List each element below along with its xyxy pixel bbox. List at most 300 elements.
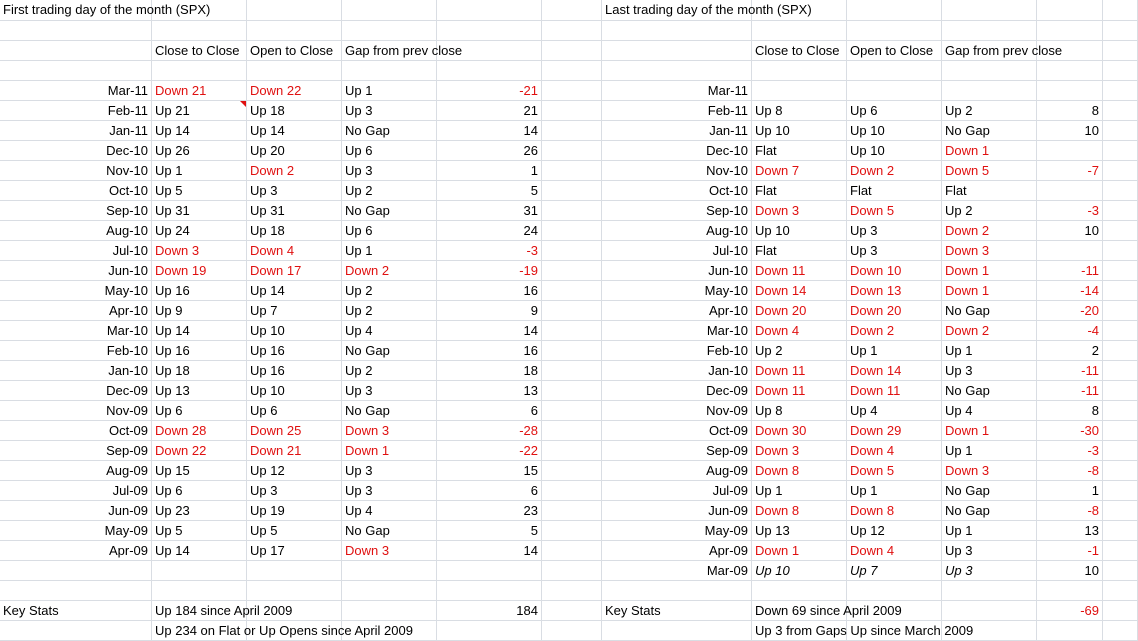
empty-cell[interactable] <box>752 581 847 601</box>
close-to-close-cell[interactable]: Up 26 <box>152 141 247 161</box>
close-to-close-cell[interactable]: Up 23 <box>152 501 247 521</box>
month-cell[interactable]: Aug-09 <box>0 461 152 481</box>
value-cell[interactable] <box>1037 181 1103 201</box>
empty-cell[interactable] <box>152 61 247 81</box>
month-cell[interactable]: Jan-11 <box>0 121 152 141</box>
empty-cell[interactable] <box>542 361 602 381</box>
open-to-close-cell[interactable]: Down 17 <box>247 261 342 281</box>
open-to-close-cell[interactable]: Up 10 <box>847 121 942 141</box>
empty-cell[interactable] <box>152 21 247 41</box>
empty-cell[interactable] <box>1037 21 1103 41</box>
month-cell[interactable]: Jun-10 <box>602 261 752 281</box>
value-cell[interactable]: 5 <box>437 521 542 541</box>
empty-cell[interactable] <box>542 601 602 621</box>
open-to-close-cell[interactable]: Up 7 <box>847 561 942 581</box>
gap-cell[interactable]: Down 5 <box>942 161 1037 181</box>
open-to-close-cell[interactable]: Up 18 <box>247 101 342 121</box>
empty-cell[interactable] <box>1103 441 1138 461</box>
open-to-close-cell[interactable]: Up 3 <box>247 481 342 501</box>
close-to-close-cell[interactable]: Up 6 <box>152 481 247 501</box>
empty-cell[interactable] <box>1103 261 1138 281</box>
gap-cell[interactable]: Down 1 <box>342 441 437 461</box>
empty-cell[interactable] <box>1103 41 1138 61</box>
gap-cell[interactable]: No Gap <box>942 501 1037 521</box>
close-to-close-cell[interactable]: Down 20 <box>752 301 847 321</box>
gap-cell[interactable]: No Gap <box>342 341 437 361</box>
empty-cell[interactable] <box>1103 561 1138 581</box>
close-to-close-cell[interactable]: Down 22 <box>152 441 247 461</box>
value-cell[interactable]: -11 <box>1037 261 1103 281</box>
empty-cell[interactable] <box>602 41 752 61</box>
value-cell[interactable]: -28 <box>437 421 542 441</box>
value-cell[interactable]: -30 <box>1037 421 1103 441</box>
gap-cell[interactable] <box>942 81 1037 101</box>
empty-cell[interactable] <box>542 501 602 521</box>
close-to-close-cell[interactable]: Up 13 <box>752 521 847 541</box>
close-to-close-cell[interactable] <box>752 81 847 101</box>
month-cell[interactable]: Dec-09 <box>602 381 752 401</box>
close-to-close-cell[interactable]: Flat <box>752 241 847 261</box>
month-cell[interactable]: Nov-10 <box>602 161 752 181</box>
value-cell[interactable]: 13 <box>1037 521 1103 541</box>
open-to-close-cell[interactable] <box>847 81 942 101</box>
close-to-close-cell[interactable]: Down 3 <box>752 201 847 221</box>
value-cell[interactable]: -8 <box>1037 501 1103 521</box>
open-to-close-cell[interactable]: Up 18 <box>247 221 342 241</box>
open-to-close-cell[interactable]: Up 6 <box>847 101 942 121</box>
empty-cell[interactable] <box>247 561 342 581</box>
empty-cell[interactable] <box>847 61 942 81</box>
value-cell[interactable]: 15 <box>437 461 542 481</box>
empty-cell[interactable] <box>1103 161 1138 181</box>
empty-cell[interactable] <box>542 41 602 61</box>
empty-cell[interactable] <box>0 61 152 81</box>
month-cell[interactable]: Jul-10 <box>602 241 752 261</box>
value-cell[interactable]: 2 <box>1037 341 1103 361</box>
close-to-close-cell[interactable]: Down 28 <box>152 421 247 441</box>
empty-cell[interactable] <box>542 421 602 441</box>
gap-cell[interactable]: No Gap <box>342 521 437 541</box>
close-to-close-cell[interactable]: Up 8 <box>752 401 847 421</box>
empty-cell[interactable] <box>247 581 342 601</box>
open-to-close-cell[interactable]: Up 7 <box>247 301 342 321</box>
month-cell[interactable]: Jan-10 <box>0 361 152 381</box>
gap-cell[interactable]: Up 2 <box>342 181 437 201</box>
close-to-close-cell[interactable]: Up 16 <box>152 341 247 361</box>
month-cell[interactable]: Feb-11 <box>0 101 152 121</box>
month-cell[interactable]: Sep-10 <box>602 201 752 221</box>
empty-cell[interactable] <box>437 621 542 641</box>
open-to-close-cell[interactable]: Up 12 <box>847 521 942 541</box>
empty-cell[interactable] <box>247 21 342 41</box>
empty-cell[interactable] <box>1103 481 1138 501</box>
empty-cell[interactable] <box>1103 201 1138 221</box>
value-cell[interactable]: -4 <box>1037 321 1103 341</box>
close-to-close-cell[interactable]: Up 1 <box>752 481 847 501</box>
gap-cell[interactable]: Down 3 <box>942 461 1037 481</box>
empty-cell[interactable] <box>542 461 602 481</box>
open-to-close-cell[interactable]: Up 5 <box>247 521 342 541</box>
value-cell[interactable]: -3 <box>1037 441 1103 461</box>
empty-cell[interactable] <box>542 0 602 21</box>
value-cell[interactable]: 23 <box>437 501 542 521</box>
open-to-close-cell[interactable]: Up 14 <box>247 121 342 141</box>
empty-cell[interactable] <box>342 61 437 81</box>
gap-cell[interactable]: Down 2 <box>942 321 1037 341</box>
open-to-close-cell[interactable]: Up 1 <box>847 341 942 361</box>
close-to-close-cell[interactable]: Down 21 <box>152 81 247 101</box>
close-to-close-cell[interactable]: Down 8 <box>752 501 847 521</box>
month-cell[interactable]: Apr-10 <box>602 301 752 321</box>
key-stats-label[interactable]: Key Stats <box>602 601 752 621</box>
gap-cell[interactable]: Down 3 <box>942 241 1037 261</box>
key-stat-1-value[interactable]: 184 <box>437 601 542 621</box>
gap-cell[interactable]: No Gap <box>342 401 437 421</box>
key-stat-1[interactable]: Up 184 since April 2009 <box>152 601 437 621</box>
gap-cell[interactable]: Down 3 <box>342 541 437 561</box>
key-stat-2[interactable]: Up 3 from Gaps Up since March 2009 <box>752 621 1037 641</box>
value-cell[interactable]: 10 <box>1037 221 1103 241</box>
empty-cell[interactable] <box>1103 81 1138 101</box>
value-cell[interactable]: 13 <box>437 381 542 401</box>
empty-cell[interactable] <box>542 581 602 601</box>
month-cell[interactable]: Feb-11 <box>602 101 752 121</box>
gap-cell[interactable]: No Gap <box>942 301 1037 321</box>
month-cell[interactable]: Dec-10 <box>0 141 152 161</box>
empty-cell[interactable] <box>0 21 152 41</box>
gap-cell[interactable]: Up 1 <box>342 81 437 101</box>
empty-cell[interactable] <box>542 221 602 241</box>
open-to-close-cell[interactable]: Up 6 <box>247 401 342 421</box>
close-to-close-cell[interactable]: Down 19 <box>152 261 247 281</box>
month-cell[interactable]: Oct-09 <box>602 421 752 441</box>
gap-cell[interactable]: Down 1 <box>942 261 1037 281</box>
open-to-close-cell[interactable]: Up 12 <box>247 461 342 481</box>
open-to-close-cell[interactable]: Up 10 <box>247 321 342 341</box>
close-to-close-cell[interactable]: Up 5 <box>152 181 247 201</box>
open-to-close-cell[interactable]: Down 14 <box>847 361 942 381</box>
close-to-close-cell[interactable]: Up 14 <box>152 321 247 341</box>
gap-cell[interactable]: Down 2 <box>942 221 1037 241</box>
empty-cell[interactable] <box>0 621 152 641</box>
close-to-close-cell[interactable]: Up 13 <box>152 381 247 401</box>
empty-cell[interactable] <box>542 241 602 261</box>
value-cell[interactable]: -22 <box>437 441 542 461</box>
value-cell[interactable] <box>1037 241 1103 261</box>
value-cell[interactable]: 14 <box>437 541 542 561</box>
open-to-close-cell[interactable]: Down 4 <box>847 541 942 561</box>
value-cell[interactable]: -1 <box>1037 541 1103 561</box>
value-cell[interactable]: 6 <box>437 481 542 501</box>
gap-cell[interactable]: Up 3 <box>342 101 437 121</box>
empty-cell[interactable] <box>1037 581 1103 601</box>
value-cell[interactable]: 31 <box>437 201 542 221</box>
gap-cell[interactable]: Up 3 <box>942 561 1037 581</box>
empty-cell[interactable] <box>602 21 752 41</box>
empty-cell[interactable] <box>152 581 247 601</box>
value-cell[interactable]: 8 <box>1037 101 1103 121</box>
gap-cell[interactable]: Up 4 <box>942 401 1037 421</box>
open-to-close-cell[interactable]: Up 3 <box>847 241 942 261</box>
empty-cell[interactable] <box>1103 361 1138 381</box>
gap-cell[interactable]: Up 1 <box>942 341 1037 361</box>
empty-cell[interactable] <box>1037 621 1103 641</box>
empty-cell[interactable] <box>542 101 602 121</box>
gap-cell[interactable]: Up 3 <box>342 481 437 501</box>
gap-cell[interactable]: Up 2 <box>942 101 1037 121</box>
empty-cell[interactable] <box>0 41 152 61</box>
month-cell[interactable]: Dec-09 <box>0 381 152 401</box>
open-to-close-cell[interactable]: Down 5 <box>847 461 942 481</box>
open-to-close-cell[interactable]: Down 20 <box>847 301 942 321</box>
month-cell[interactable]: May-09 <box>0 521 152 541</box>
value-cell[interactable]: 26 <box>437 141 542 161</box>
month-cell[interactable]: Jul-09 <box>602 481 752 501</box>
close-to-close-cell[interactable]: Up 24 <box>152 221 247 241</box>
empty-cell[interactable] <box>542 481 602 501</box>
month-cell[interactable]: May-10 <box>0 281 152 301</box>
value-cell[interactable]: 9 <box>437 301 542 321</box>
month-cell[interactable]: Jul-10 <box>0 241 152 261</box>
gap-cell[interactable]: Up 3 <box>342 461 437 481</box>
gap-cell[interactable]: No Gap <box>342 201 437 221</box>
open-to-close-cell[interactable]: Up 16 <box>247 361 342 381</box>
gap-cell[interactable]: No Gap <box>942 481 1037 501</box>
right-header-3[interactable]: Gap from prev close <box>942 41 1037 61</box>
close-to-close-cell[interactable]: Flat <box>752 181 847 201</box>
close-to-close-cell[interactable]: Up 10 <box>752 561 847 581</box>
gap-cell[interactable]: Down 1 <box>942 281 1037 301</box>
key-stat-1-value[interactable]: -69 <box>1037 601 1103 621</box>
gap-cell[interactable]: Up 3 <box>342 161 437 181</box>
month-cell[interactable]: Jun-09 <box>0 501 152 521</box>
open-to-close-cell[interactable]: Up 31 <box>247 201 342 221</box>
month-cell[interactable]: Jun-10 <box>0 261 152 281</box>
close-to-close-cell[interactable]: Down 14 <box>752 281 847 301</box>
month-cell[interactable]: Nov-09 <box>602 401 752 421</box>
empty-cell[interactable] <box>1103 321 1138 341</box>
month-cell[interactable]: Sep-09 <box>0 441 152 461</box>
month-cell[interactable]: Apr-09 <box>602 541 752 561</box>
close-to-close-cell[interactable]: Down 3 <box>752 441 847 461</box>
gap-cell[interactable]: Up 4 <box>342 321 437 341</box>
empty-cell[interactable] <box>247 61 342 81</box>
empty-cell[interactable] <box>1103 541 1138 561</box>
empty-cell[interactable] <box>1103 461 1138 481</box>
month-cell[interactable]: Dec-10 <box>602 141 752 161</box>
empty-cell[interactable] <box>542 541 602 561</box>
empty-cell[interactable] <box>152 561 247 581</box>
month-cell[interactable]: Sep-09 <box>602 441 752 461</box>
close-to-close-cell[interactable]: Down 11 <box>752 261 847 281</box>
close-to-close-cell[interactable]: Up 2 <box>752 341 847 361</box>
month-cell[interactable]: Jun-09 <box>602 501 752 521</box>
key-stat-1[interactable]: Down 69 since April 2009 <box>752 601 1037 621</box>
empty-cell[interactable] <box>1103 0 1138 21</box>
empty-cell[interactable] <box>1103 21 1138 41</box>
empty-cell[interactable] <box>1103 281 1138 301</box>
empty-cell[interactable] <box>542 161 602 181</box>
month-cell[interactable]: Feb-10 <box>0 341 152 361</box>
value-cell[interactable]: -7 <box>1037 161 1103 181</box>
value-cell[interactable]: 21 <box>437 101 542 121</box>
empty-cell[interactable] <box>542 521 602 541</box>
value-cell[interactable]: -20 <box>1037 301 1103 321</box>
empty-cell[interactable] <box>1103 601 1138 621</box>
value-cell[interactable]: -11 <box>1037 381 1103 401</box>
empty-cell[interactable] <box>437 21 542 41</box>
close-to-close-cell[interactable]: Up 10 <box>752 121 847 141</box>
gap-cell[interactable]: Up 6 <box>342 141 437 161</box>
value-cell[interactable]: -14 <box>1037 281 1103 301</box>
left-title[interactable]: First trading day of the month (SPX) <box>0 0 247 21</box>
value-cell[interactable]: 1 <box>437 161 542 181</box>
empty-cell[interactable] <box>0 581 152 601</box>
open-to-close-cell[interactable]: Down 4 <box>847 441 942 461</box>
open-to-close-cell[interactable]: Flat <box>847 181 942 201</box>
gap-cell[interactable]: Up 1 <box>942 521 1037 541</box>
open-to-close-cell[interactable]: Down 4 <box>247 241 342 261</box>
gap-cell[interactable]: No Gap <box>942 121 1037 141</box>
value-cell[interactable]: 10 <box>1037 561 1103 581</box>
month-cell[interactable]: Nov-09 <box>0 401 152 421</box>
empty-cell[interactable] <box>542 381 602 401</box>
left-header-1[interactable]: Close to Close <box>152 41 247 61</box>
value-cell[interactable]: 1 <box>1037 481 1103 501</box>
empty-cell[interactable] <box>1103 241 1138 261</box>
empty-cell[interactable] <box>542 321 602 341</box>
month-cell[interactable]: Apr-09 <box>0 541 152 561</box>
month-cell[interactable]: Oct-10 <box>602 181 752 201</box>
close-to-close-cell[interactable]: Up 14 <box>152 121 247 141</box>
empty-cell[interactable] <box>342 581 437 601</box>
month-cell[interactable]: May-09 <box>602 521 752 541</box>
empty-cell[interactable] <box>1103 301 1138 321</box>
empty-cell[interactable] <box>542 181 602 201</box>
month-cell[interactable]: Aug-09 <box>602 461 752 481</box>
empty-cell[interactable] <box>437 0 542 21</box>
empty-cell[interactable] <box>1103 341 1138 361</box>
empty-cell[interactable] <box>847 21 942 41</box>
open-to-close-cell[interactable]: Down 2 <box>847 321 942 341</box>
empty-cell[interactable] <box>602 61 752 81</box>
empty-cell[interactable] <box>1103 421 1138 441</box>
right-header-1[interactable]: Close to Close <box>752 41 847 61</box>
value-cell[interactable]: -3 <box>437 241 542 261</box>
open-to-close-cell[interactable]: Up 10 <box>847 141 942 161</box>
month-cell[interactable]: Mar-11 <box>602 81 752 101</box>
open-to-close-cell[interactable]: Down 10 <box>847 261 942 281</box>
open-to-close-cell[interactable]: Up 20 <box>247 141 342 161</box>
empty-cell[interactable] <box>342 21 437 41</box>
open-to-close-cell[interactable]: Up 17 <box>247 541 342 561</box>
empty-cell[interactable] <box>942 581 1037 601</box>
month-cell[interactable]: Mar-09 <box>602 561 752 581</box>
close-to-close-cell[interactable]: Down 30 <box>752 421 847 441</box>
empty-cell[interactable] <box>1103 221 1138 241</box>
close-to-close-cell[interactable]: Up 9 <box>152 301 247 321</box>
empty-cell[interactable] <box>437 61 542 81</box>
empty-cell[interactable] <box>847 581 942 601</box>
value-cell[interactable]: -19 <box>437 261 542 281</box>
empty-cell[interactable] <box>542 121 602 141</box>
open-to-close-cell[interactable]: Down 29 <box>847 421 942 441</box>
open-to-close-cell[interactable]: Up 1 <box>847 481 942 501</box>
empty-cell[interactable] <box>752 21 847 41</box>
gap-cell[interactable]: Down 1 <box>942 421 1037 441</box>
value-cell[interactable]: 14 <box>437 321 542 341</box>
open-to-close-cell[interactable]: Up 10 <box>247 381 342 401</box>
empty-cell[interactable] <box>542 201 602 221</box>
close-to-close-cell[interactable]: Down 3 <box>152 241 247 261</box>
month-cell[interactable]: Mar-10 <box>0 321 152 341</box>
close-to-close-cell[interactable]: Up 8 <box>752 101 847 121</box>
empty-cell[interactable] <box>1103 401 1138 421</box>
empty-cell[interactable] <box>542 401 602 421</box>
open-to-close-cell[interactable]: Down 8 <box>847 501 942 521</box>
open-to-close-cell[interactable]: Up 16 <box>247 341 342 361</box>
month-cell[interactable]: Apr-10 <box>0 301 152 321</box>
close-to-close-cell[interactable]: Up 31 <box>152 201 247 221</box>
close-to-close-cell[interactable]: Down 8 <box>752 461 847 481</box>
empty-cell[interactable] <box>542 261 602 281</box>
month-cell[interactable]: Oct-10 <box>0 181 152 201</box>
empty-cell[interactable] <box>542 341 602 361</box>
close-to-close-cell[interactable]: Flat <box>752 141 847 161</box>
gap-cell[interactable]: No Gap <box>942 381 1037 401</box>
empty-cell[interactable] <box>1103 121 1138 141</box>
empty-cell[interactable] <box>1103 141 1138 161</box>
empty-cell[interactable] <box>247 0 342 21</box>
month-cell[interactable]: Jan-11 <box>602 121 752 141</box>
month-cell[interactable]: Sep-10 <box>0 201 152 221</box>
empty-cell[interactable] <box>342 0 437 21</box>
close-to-close-cell[interactable]: Up 6 <box>152 401 247 421</box>
empty-cell[interactable] <box>1103 581 1138 601</box>
value-cell[interactable]: 16 <box>437 341 542 361</box>
empty-cell[interactable] <box>752 61 847 81</box>
open-to-close-cell[interactable]: Down 2 <box>247 161 342 181</box>
gap-cell[interactable]: Up 1 <box>342 241 437 261</box>
right-header-2[interactable]: Open to Close <box>847 41 942 61</box>
value-cell[interactable]: 24 <box>437 221 542 241</box>
empty-cell[interactable] <box>542 81 602 101</box>
comment-indicator-icon[interactable] <box>240 101 246 107</box>
open-to-close-cell[interactable]: Down 13 <box>847 281 942 301</box>
value-cell[interactable]: 14 <box>437 121 542 141</box>
empty-cell[interactable] <box>942 0 1037 21</box>
gap-cell[interactable]: Down 2 <box>342 261 437 281</box>
close-to-close-cell[interactable]: Up 16 <box>152 281 247 301</box>
empty-cell[interactable] <box>602 581 752 601</box>
value-cell[interactable]: -11 <box>1037 361 1103 381</box>
right-title[interactable]: Last trading day of the month (SPX) <box>602 0 847 21</box>
gap-cell[interactable]: Up 4 <box>342 501 437 521</box>
empty-cell[interactable] <box>0 561 152 581</box>
gap-cell[interactable]: Up 2 <box>342 281 437 301</box>
empty-cell[interactable] <box>602 621 752 641</box>
empty-cell[interactable] <box>1103 621 1138 641</box>
close-to-close-cell[interactable]: Up 5 <box>152 521 247 541</box>
open-to-close-cell[interactable]: Up 3 <box>847 221 942 241</box>
empty-cell[interactable] <box>342 561 437 581</box>
month-cell[interactable]: Aug-10 <box>602 221 752 241</box>
value-cell[interactable]: 18 <box>437 361 542 381</box>
close-to-close-cell[interactable]: Down 1 <box>752 541 847 561</box>
empty-cell[interactable] <box>542 441 602 461</box>
gap-cell[interactable]: Flat <box>942 181 1037 201</box>
value-cell[interactable]: 5 <box>437 181 542 201</box>
